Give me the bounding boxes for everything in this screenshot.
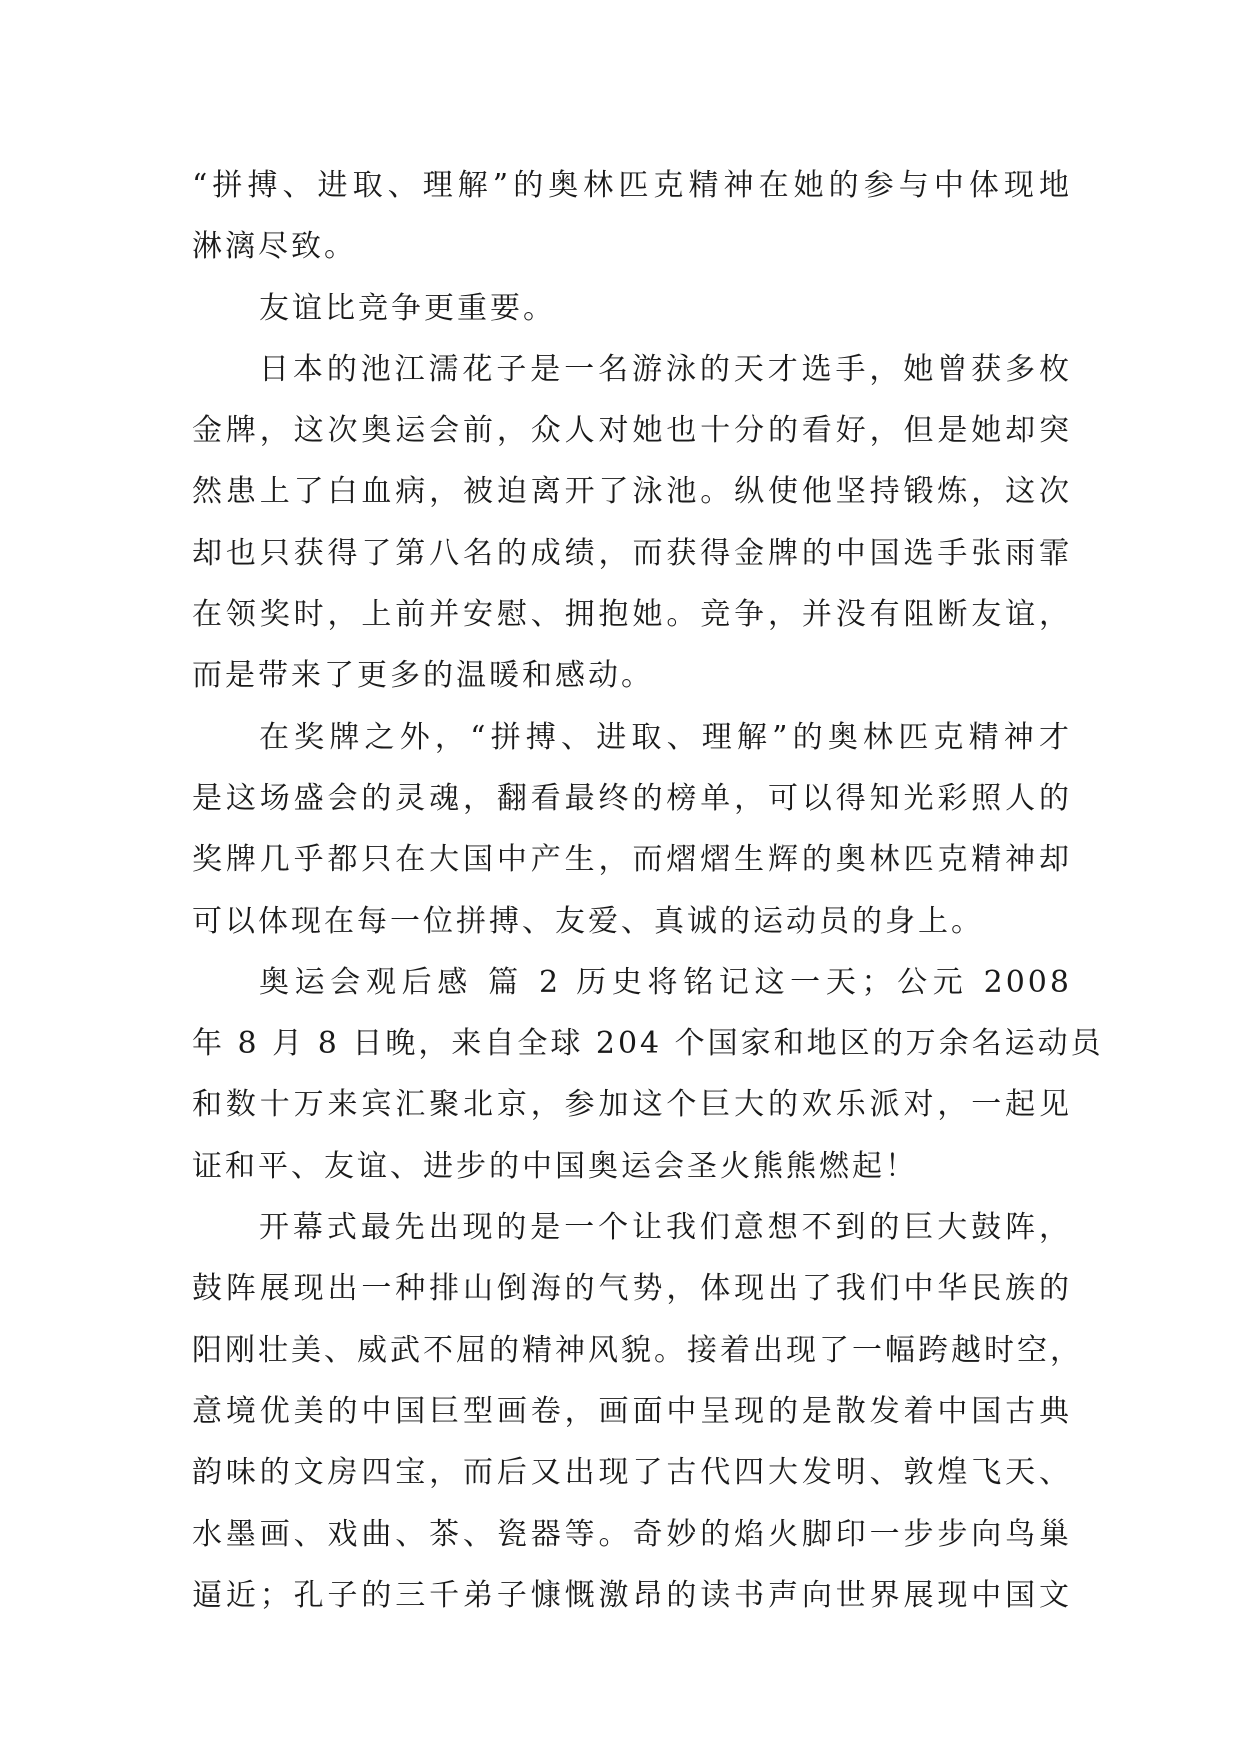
text-line-19: 鼓阵展现出一种排山倒海的气势，体现出了我们中华民族的 bbox=[192, 1271, 1072, 1307]
text-line-2: 淋漓尽致。 bbox=[192, 229, 357, 265]
body-text bbox=[192, 155, 1104, 1626]
text-line-11: 是这场盛会的灵魂，翻看最终的榜单，可以得知光彩照人的 bbox=[192, 780, 1072, 816]
text-line-24: 逼近；孔子的三千弟子慷慨激昂的读书声向世界展现中国文 bbox=[192, 1577, 1072, 1613]
text-line-8: 在领奖时，上前并安慰、拥抱她。竞争，并没有阻断友谊， bbox=[192, 597, 1072, 633]
text-line-9: 而是带来了更多的温暖和感动。 bbox=[192, 658, 654, 694]
text-line-1: “拼搏、进取、理解”的奥林匹克精神在她的参与中体现地 bbox=[192, 168, 1072, 203]
text-line-23: 水墨画、戏曲、茶、瓷器等。奇妙的焰火脚印一步步向鸟巢 bbox=[192, 1516, 1072, 1552]
text-line-22: 韵味的文房四宝，而后又出现了古代四大发明、敦煌飞天、 bbox=[192, 1455, 1072, 1491]
text-line-15: 年 8 月 8 日晚，来自全球 204 个国家和地区的万余名运动员 bbox=[192, 1026, 1104, 1062]
text-line-5: 金牌，这次奥运会前，众人对她也十分的看好，但是她却突 bbox=[192, 413, 1072, 449]
text-line-4: 日本的池江濡花子是一名游泳的天才选手，她曾获多枚 bbox=[259, 351, 1072, 387]
text-line-12: 奖牌几乎都只在大国中产生，而熠熠生辉的奥林匹克精神却 bbox=[192, 842, 1072, 878]
text-line-13: 可以体现在每一位拼搏、友爱、真诚的运动员的身上。 bbox=[192, 903, 984, 939]
text-line-21: 意境优美的中国巨型画卷，画面中呈现的是散发着中国古典 bbox=[192, 1393, 1072, 1429]
text-line-10: 在奖牌之外，“拼搏、进取、理解”的奥林匹克精神才 bbox=[259, 719, 1072, 755]
text-line-14: 奥运会观后感 篇 2 历史将铭记这一天；公元 2008 bbox=[259, 964, 1072, 1000]
text-line-20: 阳刚壮美、威武不屈的精神风貌。接着出现了一幅跨越时空， bbox=[192, 1332, 1083, 1368]
text-line-17: 证和平、友谊、进步的中国奥运会圣火熊熊燃起！ bbox=[192, 1148, 918, 1184]
text-line-7: 却也只获得了第八名的成绩，而获得金牌的中国选手张雨霏 bbox=[192, 535, 1072, 571]
text-line-16: 和数十万来宾汇聚北京，参加这个巨大的欢乐派对，一起见 bbox=[192, 1087, 1072, 1123]
text-line-6: 然患上了白血病，被迫离开了泳池。纵使他坚持锻炼，这次 bbox=[192, 474, 1072, 510]
text-line-18: 开幕式最先出现的是一个让我们意想不到的巨大鼓阵， bbox=[259, 1210, 1072, 1246]
text-line-3: 友谊比竞争更重要。 bbox=[259, 290, 556, 326]
